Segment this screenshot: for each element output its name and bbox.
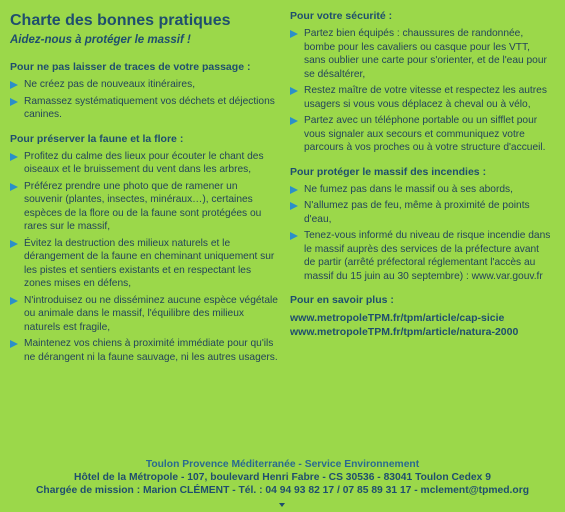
arrow-bullet-icon (290, 202, 298, 210)
page-subtitle: Aidez-nous à protéger le massif ! (10, 34, 191, 46)
link-cap-sicie[interactable]: www.metropoleTPM.fr/tpm/article/cap-sicie (290, 312, 505, 324)
arrow-bullet-icon (10, 153, 18, 161)
footer-address: Hôtel de la Métropole - 107, boulevard Henri Fabre - CS 30536 - 83041 Toulon Cedex 9 (74, 472, 491, 483)
list-item-text: N'introduisez ou ne disséminez aucune espèce végétale ou animale dans le massif, l'équilibre des milieux naturels est fragile, (24, 294, 278, 333)
footer-contact-person: Chargée de mission : Marion CLÉMENT - Tél. : 04 94 93 82 17 / 07 85 89 31 17 - mclement@tpmed.org (35, 485, 530, 496)
list-item-text: Ramassez systématiquement vos déchets et déjections canines. (24, 95, 275, 120)
arrow-bullet-icon (10, 340, 18, 348)
list-item (10, 180, 278, 234)
footer-organization: Toulon Provence Méditerranée - Service Environnement (145, 459, 420, 470)
arrow-bullet-icon (290, 232, 298, 240)
list-item (290, 114, 552, 155)
footer-contact (0, 458, 565, 497)
arrow-bullet-icon (10, 98, 18, 106)
list-securite (290, 27, 552, 155)
list-item (290, 229, 552, 283)
list-item-text: Profitez du calme des lieux pour écouter le chant des oiseaux et le bruissement du vent dans les arbres, (24, 150, 264, 175)
section-heading-faune-flore: Pour préserver la faune et la flore : (10, 132, 184, 145)
arrow-bullet-icon (10, 297, 18, 305)
list-item-text: Ne créez pas de nouveaux itinéraires, (24, 79, 196, 90)
list-item-text: Partez bien équipés : chaussures de randonnée, bombe pour les cavaliers ou casque pour les VTT, sans oublier une carte pour s'orienter, et de l'eau pour se désaltérer, (304, 28, 547, 80)
list-item (290, 199, 552, 226)
list-item (10, 95, 278, 122)
list-item-text: Tenez-vous informé du niveau de risque incendie dans le massif auprès des services de la préfecture avant de partir (arrêté préfectoral réglementant l'accès au massif du 15 juin au 30 septembre) : www.var.gouv.fr (304, 230, 551, 282)
list-item (290, 27, 552, 81)
list-item-text: Partez avec un téléphone portable ou un sifflet pour vous signaler aux secours et communiquez votre parcours à vos proches ou à votre structure d'accueil. (304, 115, 546, 153)
section-heading-en-savoir-plus: Pour en savoir plus : (290, 294, 394, 306)
list-item-text: N'allumez pas de feu, même à proximité de points d'eau, (304, 200, 530, 225)
list-item-text: Évitez la destruction des milieux naturels et le dérangement de la faune en cheminant uniquement sur les pistes et sentiers existants et en respectant les zones mises en défens, (24, 237, 275, 289)
list-traces (10, 78, 278, 122)
section-heading-traces: Pour ne pas laisser de traces de votre passage : (10, 61, 251, 73)
arrow-bullet-icon (290, 117, 298, 125)
list-item-text: Préférez prendre une photo que de ramener un souvenir (plantes, insectes, minéraux…), certaines espèces de la flore ou de la faune sont protégées ou rares sur le massif, (24, 180, 262, 232)
list-item (10, 294, 278, 335)
list-item-text: Maintenez vos chiens à proximité immédiate pour qu'ils ne dérangent ni la faune sauvage, ni les autres usagers. (24, 338, 278, 363)
arrow-bullet-icon (10, 81, 18, 89)
left-column (10, 10, 278, 375)
list-item (10, 150, 278, 177)
arrow-bullet-icon (10, 183, 18, 191)
section-heading-securite: Pour votre sécurité : (290, 10, 393, 22)
small-triangle-icon (279, 503, 285, 507)
arrow-bullet-icon (290, 186, 298, 194)
list-item (10, 337, 278, 364)
arrow-bullet-icon (10, 240, 18, 248)
list-item (290, 183, 552, 197)
list-faune-flore (10, 150, 278, 365)
right-column (290, 10, 552, 339)
arrow-bullet-icon (290, 30, 298, 38)
list-item (10, 78, 278, 92)
arrow-bullet-icon (290, 87, 298, 95)
list-item-text: Restez maître de votre vitesse et respectez les autres usagers si vous vous déplacez à cheval ou à vélo, (304, 85, 547, 110)
section-heading-incendies: Pour protéger le massif des incendies : (290, 165, 487, 178)
list-item (290, 84, 552, 111)
list-incendies (290, 183, 552, 284)
list-item-text: Ne fumez pas dans le massif ou à ses abords, (304, 183, 513, 195)
list-item (10, 237, 278, 291)
links-list (290, 311, 552, 339)
page-title: Charte des bonnes pratiques (10, 12, 231, 29)
link-natura-2000[interactable]: www.metropoleTPM.fr/tpm/article/natura-2000 (290, 326, 519, 338)
